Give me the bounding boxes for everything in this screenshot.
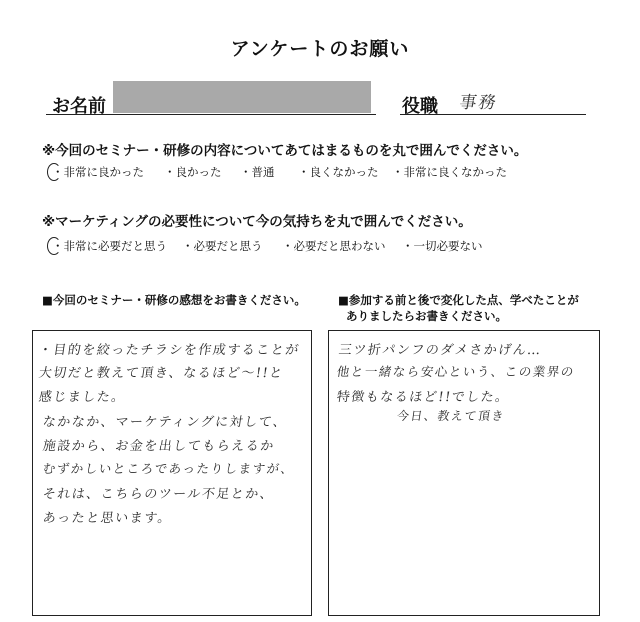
- role-field-underline: [400, 114, 586, 115]
- q1-option[interactable]: ・良かった: [164, 165, 222, 179]
- handwritten-line: 感じました。: [37, 390, 127, 405]
- page-title: アンケートのお願い: [230, 38, 410, 60]
- right-box-heading: [338, 292, 579, 324]
- impressions-answer-box[interactable]: [32, 330, 312, 616]
- name-redaction: [113, 81, 371, 113]
- q1-option[interactable]: ・非常に良かった: [52, 165, 144, 179]
- q1-options: [52, 164, 612, 184]
- left-box-heading: ■今回のセミナー・研修の感想をお書きください。: [42, 293, 306, 307]
- name-label: お名前: [52, 96, 106, 117]
- handwritten-line: 特徴もなるほど!!でした。: [335, 390, 511, 405]
- handwritten-line: なかなか、マーケティングに対して、: [41, 415, 289, 430]
- handwritten-insertion: 今日、教えて頂き: [395, 409, 506, 423]
- handwritten-line: 他と一緒なら安心という、この業界の: [335, 364, 576, 379]
- q2-options: [52, 238, 612, 258]
- q2-option[interactable]: ・非常に必要だと思う: [52, 239, 167, 253]
- q2-option[interactable]: ・必要だと思う: [182, 239, 263, 253]
- q1-option[interactable]: ・良くなかった: [298, 165, 379, 179]
- right-box-heading-line1: ■参加する前と後で変化した点、学べたことが: [338, 293, 579, 307]
- q1-option[interactable]: ・普通: [240, 165, 275, 179]
- handwritten-line: 三ツ折パンフのダメさかげん…: [337, 343, 543, 358]
- role-label: 役職: [402, 96, 438, 117]
- role-handwritten-value: 事務: [457, 93, 500, 113]
- handwritten-line: あったと思います。: [41, 511, 174, 526]
- handwritten-line: 施設から、お金を出してもらえるか: [41, 439, 276, 454]
- handwritten-line: ・目的を絞ったチラシを作成することが: [37, 343, 301, 358]
- q2-option[interactable]: ・一切必要ない: [402, 239, 483, 253]
- question-1: ※今回のセミナー・研修の内容についてあてはまるものを丸で囲んでください。: [42, 143, 528, 159]
- handwritten-line: 大切だと教えて頂き、なるほど〜!!と: [37, 366, 285, 381]
- learnings-answer-box[interactable]: [328, 330, 600, 616]
- q2-option[interactable]: ・必要だと思わない: [282, 239, 386, 253]
- name-field-underline: [46, 114, 376, 115]
- right-box-heading-line2: ありましたらお書きください。: [346, 309, 507, 323]
- handwritten-line: むずかしいところであったりしますが、: [41, 461, 296, 476]
- handwritten-line: それは、こちらのツール不足とか、: [41, 487, 276, 502]
- q1-option[interactable]: ・非常に良くなかった: [392, 165, 507, 179]
- question-2: ※マーケティングの必要性について今の気持ちを丸で囲んでください。: [42, 214, 472, 230]
